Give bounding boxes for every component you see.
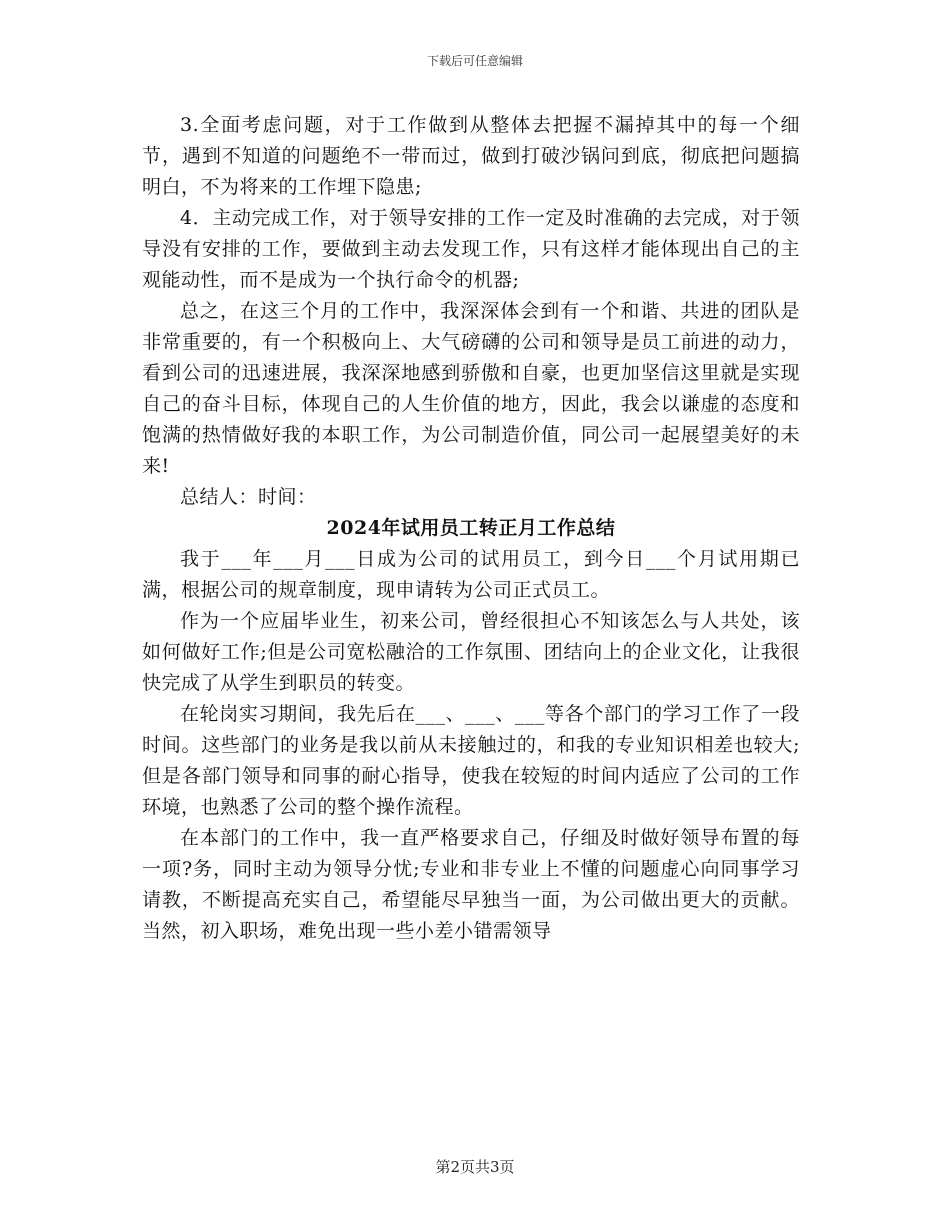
- signature-line: 总结人：时间：: [180, 486, 317, 508]
- document-body: [142, 110, 800, 947]
- paragraph-item-3: 3.全面考虑问题，对于工作做到从整体去把握不漏掉其中的每一个细节，遇到不知道的问题绝不一带而过，做到打破沙锅问到底，彻底把问题搞明白，不为将来的工作埋下隐患;: [142, 114, 800, 198]
- page-header: 下载后可任意编辑: [426, 54, 523, 68]
- section-title: 2024年试用员工转正月工作总结: [326, 517, 616, 539]
- paragraph-graduate: 作为一个应届毕业生，初来公司，曾经很担心不知该怎么与人共处，该如何做好工作;但是公司宽松融洽的工作氛围、团结向上的企业文化，让我很快完成了从学生到职员的转变。: [142, 610, 800, 694]
- paragraph-rotation: 在轮岗实习期间，我先后在___、___、___等各个部门的学习工作了一段时间。这些部门的业务是我以前从未接触过的，和我的专业知识相差也较大;但是各部门领导和同事的耐心指导，使我在较短的时间内适应了公司的工作环境，也熟悉了公司的整个操作流程。: [142, 703, 800, 818]
- paragraph-intro: 我于___年___月___日成为公司的试用员工，到今日___个月试用期已满，根据公司的规章制度，现申请转为公司正式员工。: [142, 548, 800, 601]
- paragraph-conclusion: 总之，在这三个月的工作中，我深深体会到有一个和谐、共进的团队是非常重要的，有一个积极向上、大气磅礴的公司和领导是员工前进的动力，看到公司的迅速进展，我深深地感到骄傲和自豪，也更加坚信这里就是实现自己的奋斗目标，体现自己的人生价值的地方，因此，我会以谦虚的态度和饱满的热情做好我的本职工作，为公司制造价值，同公司一起展望美好的未来!: [142, 300, 800, 477]
- paragraph-item-4: 4．主动完成工作，对于领导安排的工作一定及时准确的去完成，对于领导没有安排的工作，要做到主动去发现工作，只有这样才能体现出自己的主观能动性，而不是成为一个执行命令的机器;: [142, 207, 800, 291]
- page-footer: 第2页共3页: [435, 1158, 515, 1176]
- paragraph-department-work: 在本部门的工作中，我一直严格要求自己，仔细及时做好领导布置的每一项?务，同时主动为领导分忧;专业和非专业上不懂的问题虚心向同事学习请教，不断提高充实自己，希望能尽早独当一面，为公司做出更大的贡献。当然，初入职场，难免出现一些小差小错需领导: [142, 827, 800, 942]
